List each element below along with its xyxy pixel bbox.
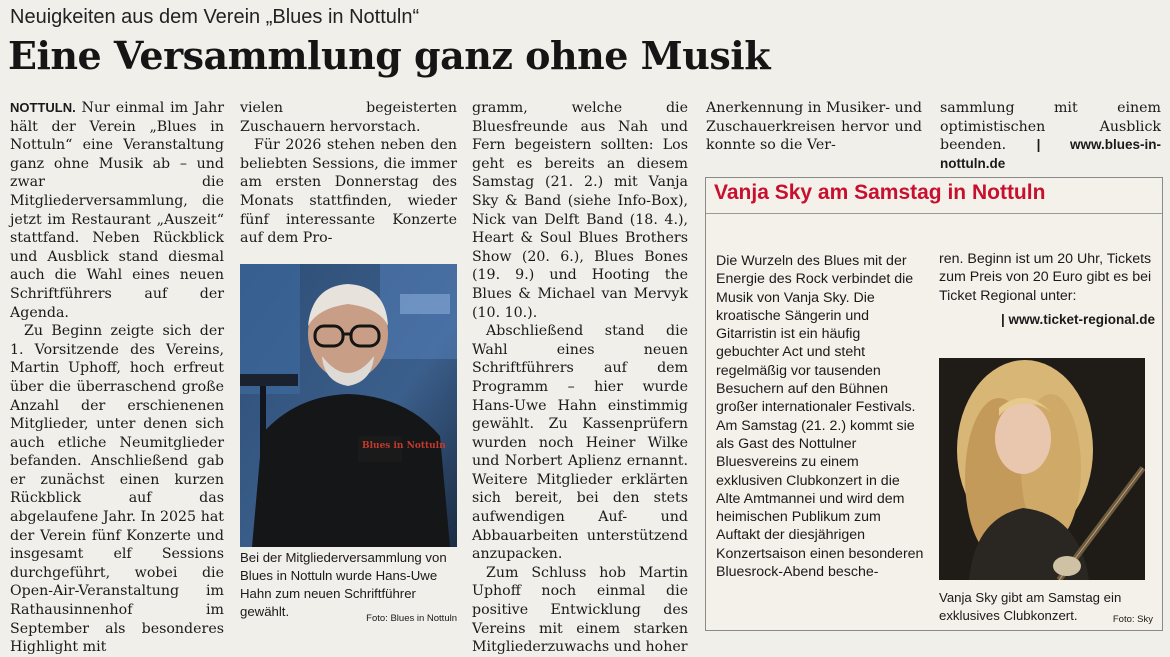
article-column-1 (10, 99, 224, 657)
article-paragraph: Zum Schluss hob Martin Uphoff noch einmal die positive Entwicklung des Vereins mit einem starken Mitgliederzuwachs und hoher (472, 564, 688, 656)
member-photo (240, 264, 457, 547)
member-photo-caption (240, 549, 457, 628)
caption-text: Vanja Sky gibt am Samstag ein exklusives Clubkonzert. (939, 590, 1122, 623)
article-paragraph (940, 99, 1161, 173)
photo-credit: Foto: Blues in Nottuln (366, 613, 457, 624)
info-box-right-column (939, 250, 1155, 329)
info-box-divider (706, 213, 1162, 214)
paragraph-text: Nur einmal im Jahr hält der Verein „Blues in Nottuln“ eine Veranstaltung ganz ohne Musik ab – und zwar die Mitgliederversammlung, die jetzt im Restaurant „Auszeit“ stattfand. Neben Rückblick und Ausblick stand diesmal auch die Wahl eines neuen Schriftführers auf der Agenda. (10, 100, 224, 321)
club-website-link[interactable]: | www.blues-in-nottuln.de (940, 137, 1161, 171)
info-box-text: ren. Beginn ist um 20 Uhr, Tickets zum Preis von 20 Euro gibt es bei Ticket Regional unter: (939, 251, 1152, 304)
ticket-link[interactable]: | www.ticket-regional.de (1000, 311, 1155, 327)
article-paragraph: Anerkennung in Musiker- und Zuschauerkreisen hervor und konnte so die Ver- (706, 100, 922, 154)
article-paragraph: vielen begeisterten Zuschauern hervorstach. (240, 100, 457, 135)
info-box-left-column (716, 252, 926, 581)
dateline: NOTTULN. (10, 100, 76, 115)
kicker: Neuigkeiten aus dem Verein „Blues in Nottuln“ (10, 6, 420, 28)
article-paragraph: Für 2026 stehen neben den beliebten Sessions, die immer am ersten Donnerstag des Monats stattfinden, wieder fünf interessante Konzerte auf dem Pro- (240, 137, 457, 247)
article-column-3 (472, 99, 688, 657)
info-box (705, 177, 1163, 631)
member-photo-image (240, 264, 457, 547)
article-column-5 (940, 99, 1161, 173)
article-paragraph: Zu Beginn zeigte sich der 1. Vorsitzende des Vereins, Martin Uphoff, hoch erfreut über die überraschend große Anzahl der erschienenen Mitglieder, unter denen sich auch etliche Neumitglieder befanden. Anschließend gab er zunächst einen kurzen Rückblick auf das abgelaufene Jahr. In 2025 hat der Verein fünf Konzerte und insgesamt elf Sessions durchgeführt, wobei die Open-Air-Veranstaltung im Rathausinnenhof im September als besonderes Highlight mit (10, 323, 224, 656)
artist-photo-image (939, 358, 1145, 580)
caption-text: Bei der Mitgliederversammlung von Blues in Nottuln wurde Hans-Uwe Hahn zum neuen Schriftführer gewählt. (240, 550, 447, 619)
headline: Eine Versammlung ganz ohne Musik (8, 33, 771, 78)
article-column-2 (240, 99, 457, 248)
article-paragraph (10, 99, 224, 322)
artist-photo-caption (939, 589, 1153, 629)
article-paragraph: gramm, welche die Bluesfreunde aus Nah und Fern begeistern sollten: Los geht es bereits an diesem Samstag (21. 2.) mit Vanja Sky & Band (siehe Info-Box), Nick van Delft Band (18. 4.), Heart & Soul Blues Brothers Show (20. 6.), Blues Bones (19. 9.) und Hooting the Blues & Michael van Mervyk (10. 10.). (472, 100, 688, 321)
artist-photo (939, 358, 1145, 580)
shirt-print: Blues in Nottuln (362, 441, 446, 451)
paragraph-text: sammlung mit einem optimistischen Ausblick beenden. (940, 100, 1161, 154)
article-column-4 (706, 99, 922, 155)
photo-credit: Foto: Sky (1112, 614, 1153, 625)
article-paragraph: Abschließend stand die Wahl eines neuen Schriftführers auf dem Programm – hier wurde Hans-Uwe Hahn einstimmig gewählt. Zu Kassenprüfern wurden noch Heiner Wilke und Norbert Aplienz ernannt. Weitere Mitglieder erklärten sich bereit, bei den stets aufwendigen Auf- und Abbauarbeiten unterstützend anzupacken. (472, 323, 688, 563)
info-box-text: Die Wurzeln des Blues mit der Energie des Rock verbindet die Musik von Vanja Sky. Die kroatische Sängerin und Gitarristin ist ein häufig gebuchter Act und steht regelmäßig vor tausenden Besuchern auf den Bühnen großer internationaler Festivals. Am Samstag (21. 2.) kommt sie als Gast des Nottulner Bluesvereins zu einem exklusiven Clubkonzert in die Alte Amtmannei und wird dem heimischen Publikum zum Auftakt der diesjährigen Konzertsaison einen besonderen Bluesrock-Abend besche- (716, 253, 924, 581)
info-box-title: Vanja Sky am Samstag in Nottuln (714, 181, 1046, 204)
